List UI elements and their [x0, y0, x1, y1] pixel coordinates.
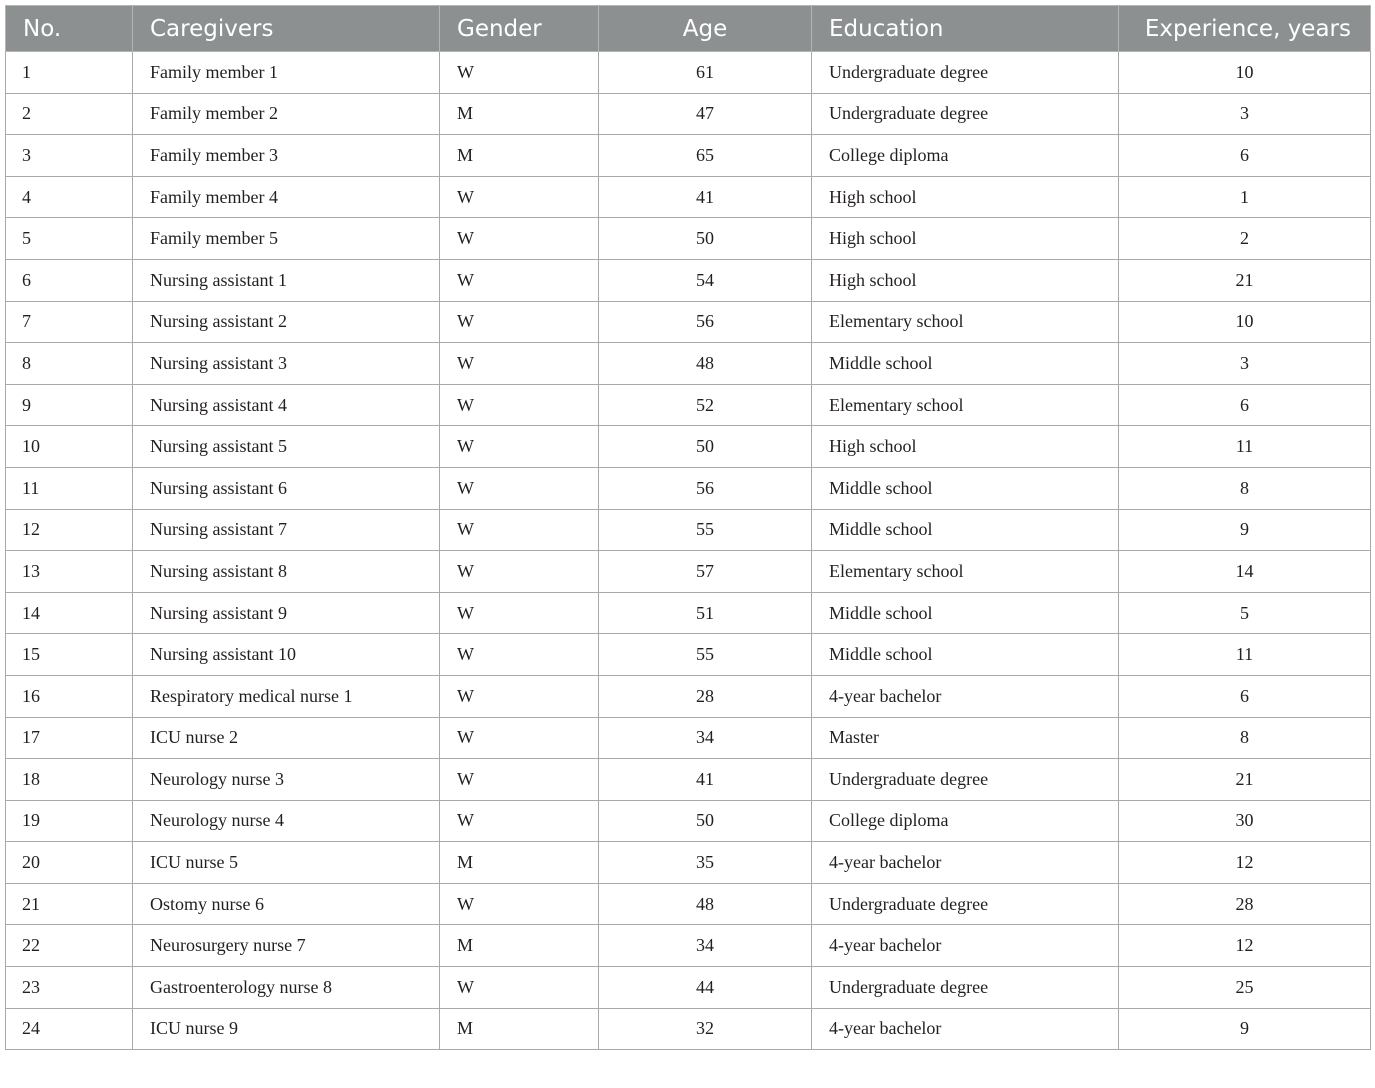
cell-education: College diploma	[812, 135, 1119, 177]
cell-education: Elementary school	[812, 384, 1119, 426]
cell-experience: 21	[1119, 259, 1371, 301]
cell-experience: 6	[1119, 675, 1371, 717]
table-row	[6, 135, 1371, 177]
cell-no: 13	[6, 551, 133, 593]
cell-no: 2	[6, 93, 133, 135]
cell-caregiver: Family member 2	[133, 93, 440, 135]
cell-caregiver: Family member 3	[133, 135, 440, 177]
cell-age: 50	[599, 800, 812, 842]
cell-caregiver: ICU nurse 5	[133, 842, 440, 884]
cell-no: 11	[6, 467, 133, 509]
cell-experience: 14	[1119, 551, 1371, 593]
table-row	[6, 800, 1371, 842]
cell-no: 18	[6, 759, 133, 801]
cell-age: 34	[599, 925, 812, 967]
cell-gender: W	[440, 759, 599, 801]
column-header-no: No.	[6, 6, 133, 52]
cell-education: Undergraduate degree	[812, 52, 1119, 94]
cell-no: 17	[6, 717, 133, 759]
cell-experience: 21	[1119, 759, 1371, 801]
cell-age: 41	[599, 176, 812, 218]
cell-education: 4-year bachelor	[812, 675, 1119, 717]
cell-gender: W	[440, 592, 599, 634]
cell-caregiver: ICU nurse 2	[133, 717, 440, 759]
cell-gender: M	[440, 93, 599, 135]
cell-no: 5	[6, 218, 133, 260]
cell-age: 56	[599, 467, 812, 509]
table-row	[6, 1008, 1371, 1050]
cell-caregiver: Neurology nurse 4	[133, 800, 440, 842]
table-row	[6, 592, 1371, 634]
cell-no: 23	[6, 967, 133, 1009]
cell-caregiver: Nursing assistant 1	[133, 259, 440, 301]
cell-caregiver: Nursing assistant 3	[133, 343, 440, 385]
cell-experience: 8	[1119, 467, 1371, 509]
cell-education: 4-year bachelor	[812, 1008, 1119, 1050]
cell-experience: 5	[1119, 592, 1371, 634]
cell-no: 19	[6, 800, 133, 842]
cell-gender: W	[440, 967, 599, 1009]
cell-caregiver: Nursing assistant 6	[133, 467, 440, 509]
cell-education: Middle school	[812, 467, 1119, 509]
header-row	[6, 6, 1371, 52]
cell-age: 28	[599, 675, 812, 717]
cell-age: 50	[599, 426, 812, 468]
cell-age: 44	[599, 967, 812, 1009]
cell-experience: 12	[1119, 925, 1371, 967]
cell-age: 54	[599, 259, 812, 301]
table-row	[6, 967, 1371, 1009]
cell-no: 8	[6, 343, 133, 385]
table-row	[6, 426, 1371, 468]
table-row	[6, 717, 1371, 759]
cell-no: 20	[6, 842, 133, 884]
cell-experience: 3	[1119, 93, 1371, 135]
cell-gender: W	[440, 384, 599, 426]
cell-no: 4	[6, 176, 133, 218]
cell-age: 55	[599, 634, 812, 676]
cell-experience: 11	[1119, 426, 1371, 468]
cell-age: 47	[599, 93, 812, 135]
cell-education: Undergraduate degree	[812, 883, 1119, 925]
cell-experience: 10	[1119, 301, 1371, 343]
cell-gender: W	[440, 301, 599, 343]
cell-gender: W	[440, 551, 599, 593]
cell-experience: 28	[1119, 883, 1371, 925]
cell-gender: M	[440, 842, 599, 884]
cell-caregiver: Gastroenterology nurse 8	[133, 967, 440, 1009]
cell-no: 6	[6, 259, 133, 301]
cell-experience: 30	[1119, 800, 1371, 842]
cell-no: 16	[6, 675, 133, 717]
cell-caregiver: Nursing assistant 5	[133, 426, 440, 468]
cell-experience: 9	[1119, 1008, 1371, 1050]
cell-gender: W	[440, 800, 599, 842]
cell-education: 4-year bachelor	[812, 925, 1119, 967]
cell-age: 34	[599, 717, 812, 759]
cell-experience: 6	[1119, 384, 1371, 426]
cell-education: Master	[812, 717, 1119, 759]
cell-gender: M	[440, 135, 599, 177]
cell-age: 32	[599, 1008, 812, 1050]
cell-experience: 11	[1119, 634, 1371, 676]
table-row	[6, 467, 1371, 509]
cell-caregiver: Nursing assistant 4	[133, 384, 440, 426]
table-row	[6, 842, 1371, 884]
cell-experience: 3	[1119, 343, 1371, 385]
cell-caregiver: ICU nurse 9	[133, 1008, 440, 1050]
cell-no: 1	[6, 52, 133, 94]
cell-experience: 1	[1119, 176, 1371, 218]
table-row	[6, 883, 1371, 925]
cell-age: 50	[599, 218, 812, 260]
cell-gender: W	[440, 509, 599, 551]
cell-experience: 6	[1119, 135, 1371, 177]
cell-caregiver: Nursing assistant 2	[133, 301, 440, 343]
cell-education: 4-year bachelor	[812, 842, 1119, 884]
cell-gender: W	[440, 259, 599, 301]
cell-gender: W	[440, 717, 599, 759]
cell-caregiver: Neurology nurse 3	[133, 759, 440, 801]
cell-gender: W	[440, 343, 599, 385]
cell-education: Undergraduate degree	[812, 759, 1119, 801]
cell-age: 48	[599, 883, 812, 925]
cell-education: High school	[812, 218, 1119, 260]
caregivers-table	[5, 5, 1371, 1050]
cell-age: 48	[599, 343, 812, 385]
column-header-education: Education	[812, 6, 1119, 52]
cell-no: 3	[6, 135, 133, 177]
cell-age: 51	[599, 592, 812, 634]
cell-experience: 10	[1119, 52, 1371, 94]
table-row	[6, 509, 1371, 551]
cell-no: 9	[6, 384, 133, 426]
table-row	[6, 93, 1371, 135]
table-row	[6, 925, 1371, 967]
cell-age: 35	[599, 842, 812, 884]
cell-no: 14	[6, 592, 133, 634]
cell-no: 24	[6, 1008, 133, 1050]
cell-education: Elementary school	[812, 551, 1119, 593]
cell-education: Undergraduate degree	[812, 967, 1119, 1009]
table-row	[6, 52, 1371, 94]
cell-gender: W	[440, 426, 599, 468]
table-row	[6, 343, 1371, 385]
cell-education: Elementary school	[812, 301, 1119, 343]
cell-gender: M	[440, 1008, 599, 1050]
cell-age: 55	[599, 509, 812, 551]
cell-caregiver: Family member 5	[133, 218, 440, 260]
column-header-caregivers: Caregivers	[133, 6, 440, 52]
cell-education: High school	[812, 426, 1119, 468]
table-header	[6, 6, 1371, 52]
table-row	[6, 384, 1371, 426]
cell-age: 57	[599, 551, 812, 593]
column-header-experience: Experience, years	[1119, 6, 1371, 52]
column-header-gender: Gender	[440, 6, 599, 52]
table-body	[6, 52, 1371, 1050]
cell-education: High school	[812, 176, 1119, 218]
cell-age: 56	[599, 301, 812, 343]
cell-no: 22	[6, 925, 133, 967]
cell-caregiver: Family member 4	[133, 176, 440, 218]
cell-experience: 2	[1119, 218, 1371, 260]
table-row	[6, 675, 1371, 717]
cell-no: 15	[6, 634, 133, 676]
cell-caregiver: Ostomy nurse 6	[133, 883, 440, 925]
cell-gender: W	[440, 675, 599, 717]
cell-education: Middle school	[812, 343, 1119, 385]
cell-gender: W	[440, 467, 599, 509]
cell-caregiver: Neurosurgery nurse 7	[133, 925, 440, 967]
cell-caregiver: Nursing assistant 10	[133, 634, 440, 676]
cell-age: 65	[599, 135, 812, 177]
cell-gender: W	[440, 176, 599, 218]
cell-caregiver: Family member 1	[133, 52, 440, 94]
cell-experience: 25	[1119, 967, 1371, 1009]
cell-experience: 8	[1119, 717, 1371, 759]
cell-caregiver: Respiratory medical nurse 1	[133, 675, 440, 717]
cell-education: High school	[812, 259, 1119, 301]
cell-no: 12	[6, 509, 133, 551]
cell-education: Middle school	[812, 634, 1119, 676]
table-row	[6, 176, 1371, 218]
table-row	[6, 259, 1371, 301]
cell-gender: W	[440, 883, 599, 925]
cell-gender: W	[440, 52, 599, 94]
cell-age: 41	[599, 759, 812, 801]
table-row	[6, 759, 1371, 801]
table-row	[6, 301, 1371, 343]
cell-education: Middle school	[812, 592, 1119, 634]
cell-caregiver: Nursing assistant 7	[133, 509, 440, 551]
cell-no: 7	[6, 301, 133, 343]
table-row	[6, 634, 1371, 676]
cell-no: 10	[6, 426, 133, 468]
cell-no: 21	[6, 883, 133, 925]
column-header-age: Age	[599, 6, 812, 52]
cell-gender: M	[440, 925, 599, 967]
cell-education: Undergraduate degree	[812, 93, 1119, 135]
cell-age: 61	[599, 52, 812, 94]
cell-education: College diploma	[812, 800, 1119, 842]
cell-gender: W	[440, 634, 599, 676]
cell-education: Middle school	[812, 509, 1119, 551]
table-row	[6, 218, 1371, 260]
cell-gender: W	[440, 218, 599, 260]
table-row	[6, 551, 1371, 593]
cell-caregiver: Nursing assistant 9	[133, 592, 440, 634]
cell-caregiver: Nursing assistant 8	[133, 551, 440, 593]
cell-experience: 12	[1119, 842, 1371, 884]
cell-age: 52	[599, 384, 812, 426]
cell-experience: 9	[1119, 509, 1371, 551]
